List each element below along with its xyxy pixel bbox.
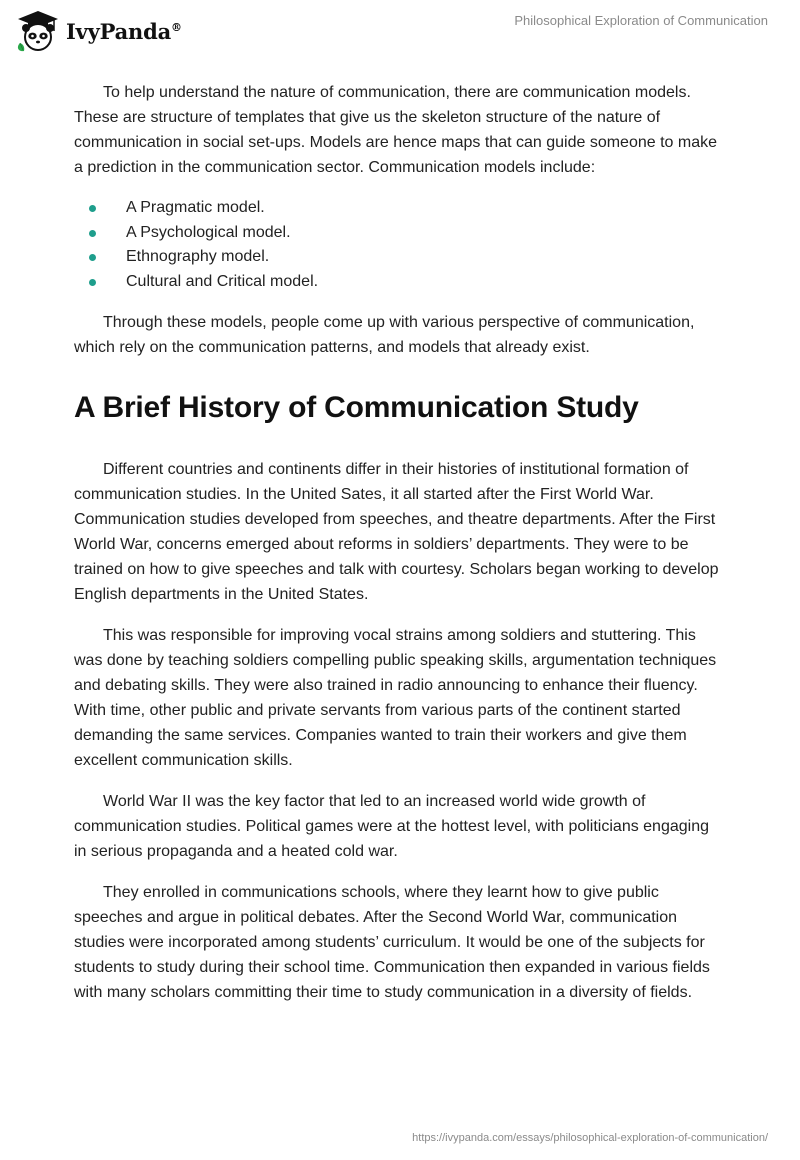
bullet-dot-icon <box>89 254 96 261</box>
bullet-dot-icon <box>89 230 96 237</box>
intro-paragraph-1: To help understand the nature of communication, there are communication models. These are structure of templates that give us the skeleton structure of the nature of communication in social set-ups. Models are hence maps that can guide someone to make a prediction in the communication sector. Communication models include: <box>74 84 718 176</box>
document-title: Philosophical Exploration of Communication <box>514 13 768 28</box>
list-item: A Pragmatic model. <box>74 196 722 221</box>
page-header <box>0 0 800 60</box>
bullet-dot-icon <box>89 279 96 286</box>
list-item: A Psychological model. <box>74 221 722 246</box>
list-item: Ethnography model. <box>74 245 722 270</box>
history-paragraph-2: This was responsible for improving vocal strains among soldiers and stuttering. This was done by teaching soldiers compelling public speaking skills, argumentation techniques and debating skills. They were also trained in radio announcing to enhance their fluency. With time, other public and private servants from various parts of the continent started demanding the same services. Companies wanted to train their workers and give them excellent communication skills. <box>74 627 717 769</box>
list-item: Cultural and Critical model. <box>74 270 722 295</box>
ivypanda-logo[interactable] <box>14 9 182 53</box>
brand-name: IvyPanda® <box>66 18 182 44</box>
history-paragraph-4: They enrolled in communications schools, where they learnt how to give public speeches and argue in political debates. After the Second World War, communication studies were incorporated among students’ curriculum. It would be one of the subjects for students to study during their school time. Communication then expanded in various fields with many scholars committing their time to study communication in a diversity of fields. <box>74 884 710 1001</box>
models-list <box>74 196 722 294</box>
history-paragraph-3: World War II was the key factor that led to an increased world wide growth of communication studies. Political games were at the hottest level, with politicians engaging in serious propaganda and a heated cold war. <box>74 793 709 860</box>
article-body <box>74 80 722 1021</box>
intro-paragraph-2: Through these models, people come up with various perspective of communication, which rely on the communication patterns, and models that already exist. <box>74 314 695 356</box>
section-heading: A Brief History of Communication Study <box>74 391 639 424</box>
source-url[interactable]: https://ivypanda.com/essays/philosophical-exploration-of-communication/ <box>412 1132 768 1144</box>
panda-graduate-icon <box>14 9 62 53</box>
history-paragraph-1: Different countries and continents differ in their histories of institutional formation of communication studies. In the United Sates, it all started after the First World War. Communication studies developed from speeches, and theatre departments. After the First World War, concerns emerged about reforms in soldiers’ departments. They were to be trained on how to give speeches and talk with courtesy. Scholars began working to develop English departments in the United States. <box>74 461 719 603</box>
bullet-dot-icon <box>89 205 96 212</box>
